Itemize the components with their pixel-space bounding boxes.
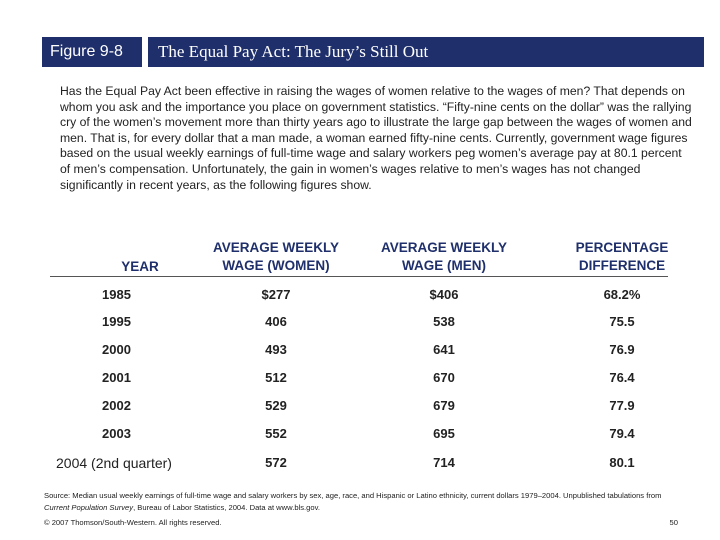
table-cell: 641 <box>433 342 455 357</box>
table-cell: 493 <box>265 342 287 357</box>
column-header: WAGE (WOMEN) <box>222 258 330 273</box>
column-header: AVERAGE WEEKLY <box>212 240 340 255</box>
table-cell: 679 <box>433 398 455 413</box>
table-cell: 2002 <box>102 398 131 413</box>
table-cell: 1985 <box>102 287 131 302</box>
slide-title: The Equal Pay Act: The Jury’s Still Out <box>148 37 704 67</box>
table-cell: 75.5 <box>609 314 635 329</box>
table-cell: 77.9 <box>609 398 635 413</box>
table-cell: 2000 <box>102 342 131 357</box>
table-cell: 512 <box>265 370 287 385</box>
table-cell: 2004 (2nd quarter) <box>56 455 172 471</box>
table-cell: 79.4 <box>609 426 635 441</box>
column-header: WAGE (MEN) <box>402 258 486 273</box>
intro-paragraph: Has the Equal Pay Act been effective in raising the wages of women relative to the wages of men? That depends on whom you ask and the importance you place on government statistics. “Fifty-nine cents on the dollar” was the rallying cry of the women’s movement more than thirty years ago to illustrate the large gap between the wages of women and men. That is, for every dollar that a man made, a woman earned fifty-nine cents. Currently, government wage figures based on the usual weekly earnings of full-time wage and salary workers peg women’s average pay at 80.1 percent of men’s compensation. Unfortunately, the gain in women’s wages relative to men’s wages has not changed significantly in recent years, as the following figures show. <box>60 84 692 192</box>
table-cell: 1995 <box>102 314 131 329</box>
source-suffix: , Bureau of Labor Statistics, 2004. Data at www.bls.gov. <box>133 502 320 512</box>
table-cell: 76.9 <box>609 342 635 357</box>
table-cell: 572 <box>265 455 287 470</box>
table-cell: 552 <box>265 426 287 441</box>
slide-header <box>42 37 704 67</box>
table-cell: 714 <box>433 455 455 470</box>
table-cell: 695 <box>433 426 455 441</box>
table-cell: $277 <box>261 287 291 302</box>
source-prefix: Source: Median usual weekly earnings of full-time wage and salary workers by sex, age, race, and Hispanic or Latino ethnicity, current dollars 1979–2004. Unpublished tabulations from <box>44 491 662 500</box>
page-number: 50 <box>669 518 678 527</box>
column-header: AVERAGE WEEKLY <box>380 240 508 255</box>
source-italic: Current Population Survey <box>44 502 134 512</box>
column-header: DIFFERENCE <box>578 258 666 273</box>
table-cell: 2003 <box>102 426 131 441</box>
copyright: © 2007 Thomson/South-Western. All rights reserved. <box>44 518 222 527</box>
source-note <box>44 490 684 513</box>
table-cell: 670 <box>433 370 455 385</box>
table-cell: 76.4 <box>609 370 635 385</box>
table-cell: 406 <box>265 314 287 329</box>
column-header: PERCENTAGE <box>575 240 669 255</box>
table-cell: 529 <box>265 398 287 413</box>
table-header-rule <box>50 276 668 277</box>
table-cell: 2001 <box>102 370 131 385</box>
table-cell: 538 <box>433 314 455 329</box>
column-header: YEAR <box>121 259 159 274</box>
table-cell: 68.2% <box>603 287 641 302</box>
figure-label: Figure 9-8 <box>42 37 142 67</box>
table-cell: 80.1 <box>609 455 635 470</box>
table-cell: $406 <box>429 287 459 302</box>
